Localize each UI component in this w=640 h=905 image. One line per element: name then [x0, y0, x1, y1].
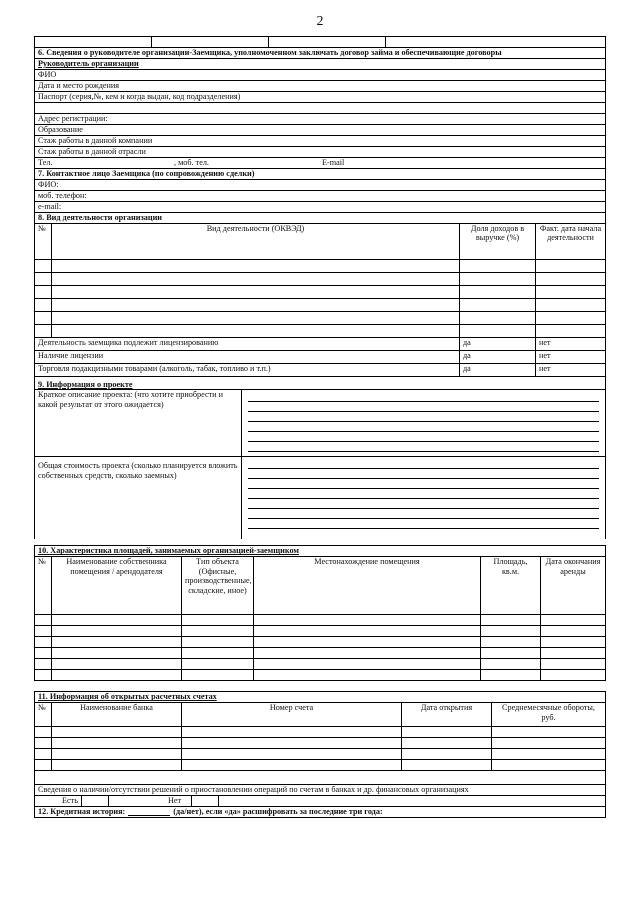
field-education[interactable]: Образование [34, 124, 606, 135]
accounts-col-account: Номер счета [182, 703, 402, 727]
premises-col-area: Площадь, кв.м. [481, 557, 541, 615]
project-cost-label: Общая стоимость проекта (сколько планируется вложить собственных средств, сколько заемных) [38, 461, 238, 480]
accounts-col-turnover: Среднемесячные обороты, руб. [492, 703, 606, 727]
account-row[interactable] [35, 738, 606, 749]
premises-row[interactable] [35, 659, 606, 670]
field-industry-exp[interactable]: Стаж работы в данной отрасли [34, 146, 606, 157]
credit-history-input[interactable] [128, 807, 170, 816]
account-row[interactable] [35, 749, 606, 760]
activity-row[interactable] [35, 325, 606, 338]
suspension-no-box[interactable] [191, 796, 218, 806]
account-row[interactable] [35, 727, 606, 738]
premises-col-owner: Наименование собственника помещения / арендодателя [52, 557, 182, 615]
premises-row[interactable] [35, 670, 606, 681]
activity-row[interactable] [35, 273, 606, 286]
field-address[interactable]: Адрес регистрации: [34, 113, 606, 124]
license-row[interactable]: Наличие лицензии да нет [35, 351, 606, 364]
section12-row: 12. Кредитная история: (да/нет), если «да» расшифровать за последние три года: [34, 806, 606, 818]
section9: 9. Информация о проекте Краткое описание проекта: (что хотите приобрести и какой результат от этого ожидается) Общая стоимость проекта (сколько планируется вложить собственных средств, сколько заемных) [34, 377, 606, 539]
premises-table [34, 556, 606, 681]
field-company-exp[interactable]: Стаж работы в данной компании [34, 135, 606, 146]
section7-title: 7. Контактное лицо Заемщика (по сопровождению сделки) [34, 168, 606, 179]
field-contacts[interactable]: Тел. , моб. тел. E-mail [34, 157, 606, 168]
activity-col-num: № [35, 224, 52, 260]
page-number: 2 [316, 14, 324, 29]
account-row[interactable] [35, 760, 606, 771]
licensing-row[interactable]: Деятельность заемщика подлежит лицензированию да нет [35, 338, 606, 351]
form-body [34, 36, 606, 818]
section11-title: 11. Информация об открытых расчетных счетах [34, 691, 606, 702]
activity-col-activity: Вид деятельности (ОКВЭД) [52, 224, 460, 260]
suspension-yes-box[interactable] [81, 796, 108, 806]
contact-fio[interactable]: ФИО: [34, 179, 606, 190]
activity-table [34, 223, 606, 377]
premises-col-num: № [35, 557, 52, 615]
top-blank-row [34, 36, 606, 47]
accounts-col-opened: Дата открытия [402, 703, 492, 727]
section8-title: 8. Вид деятельности организации [34, 212, 606, 223]
contact-email[interactable]: e-mail: [34, 201, 606, 212]
excise-row[interactable]: Торговля подакцизными товарами (алкоголь, табак, топливо и т.п.) да нет [35, 364, 606, 377]
premises-row[interactable] [35, 637, 606, 648]
premises-row[interactable] [35, 648, 606, 659]
project-desc-label: Краткое описание проекта: (что хотите приобрести и какой результат от этого ожидается) [38, 390, 223, 409]
premises-col-location: Местонахождение помещения [254, 557, 481, 615]
field-passport[interactable]: Паспорт (серия,№, кем и когда выдан, код подразделения) [34, 91, 606, 102]
accounts-col-bank: Наименование банка [52, 703, 182, 727]
activity-col-share: Доля доходов в выручке (%) [460, 224, 536, 260]
field-passport-cont[interactable] [34, 102, 606, 113]
accounts-col-num: № [35, 703, 52, 727]
suspension-label-row: Сведения о наличии/отсутствии решений о приостановлении операций по счетам в банках и др. финансовых организациях [34, 784, 606, 795]
contact-mobile[interactable]: моб. телефон: [34, 190, 606, 201]
accounts-table [34, 702, 606, 771]
activity-row[interactable] [35, 286, 606, 299]
premises-col-type: Тип объекта (Офисные, производственные, складские, иное) [182, 557, 254, 615]
project-desc-lines[interactable] [241, 390, 605, 456]
section10-title: 10. Характеристика площадей, занимаемых организацией-заемщиком [34, 545, 606, 556]
activity-row[interactable] [35, 299, 606, 312]
premises-row[interactable] [35, 615, 606, 626]
activity-row[interactable] [35, 260, 606, 273]
project-cost-lines[interactable] [241, 457, 605, 539]
premises-row[interactable] [35, 626, 606, 637]
section6-head: Руководитель организации [34, 58, 606, 69]
field-birth[interactable]: Дата и место рождения [34, 80, 606, 91]
field-fio[interactable]: ФИО [34, 69, 606, 80]
activity-col-date: Факт. дата начала деятельности [536, 224, 606, 260]
activity-row[interactable] [35, 312, 606, 325]
section6-title: 6. Сведения о руководителе организации-Заемщика, уполномоченном заключать договор займа и обеспечивающие договоры [34, 47, 606, 58]
suspension-block [34, 771, 606, 784]
suspension-choice-row: Есть Нет [34, 795, 606, 806]
premises-col-lease-end: Дата окончания аренды [541, 557, 606, 615]
